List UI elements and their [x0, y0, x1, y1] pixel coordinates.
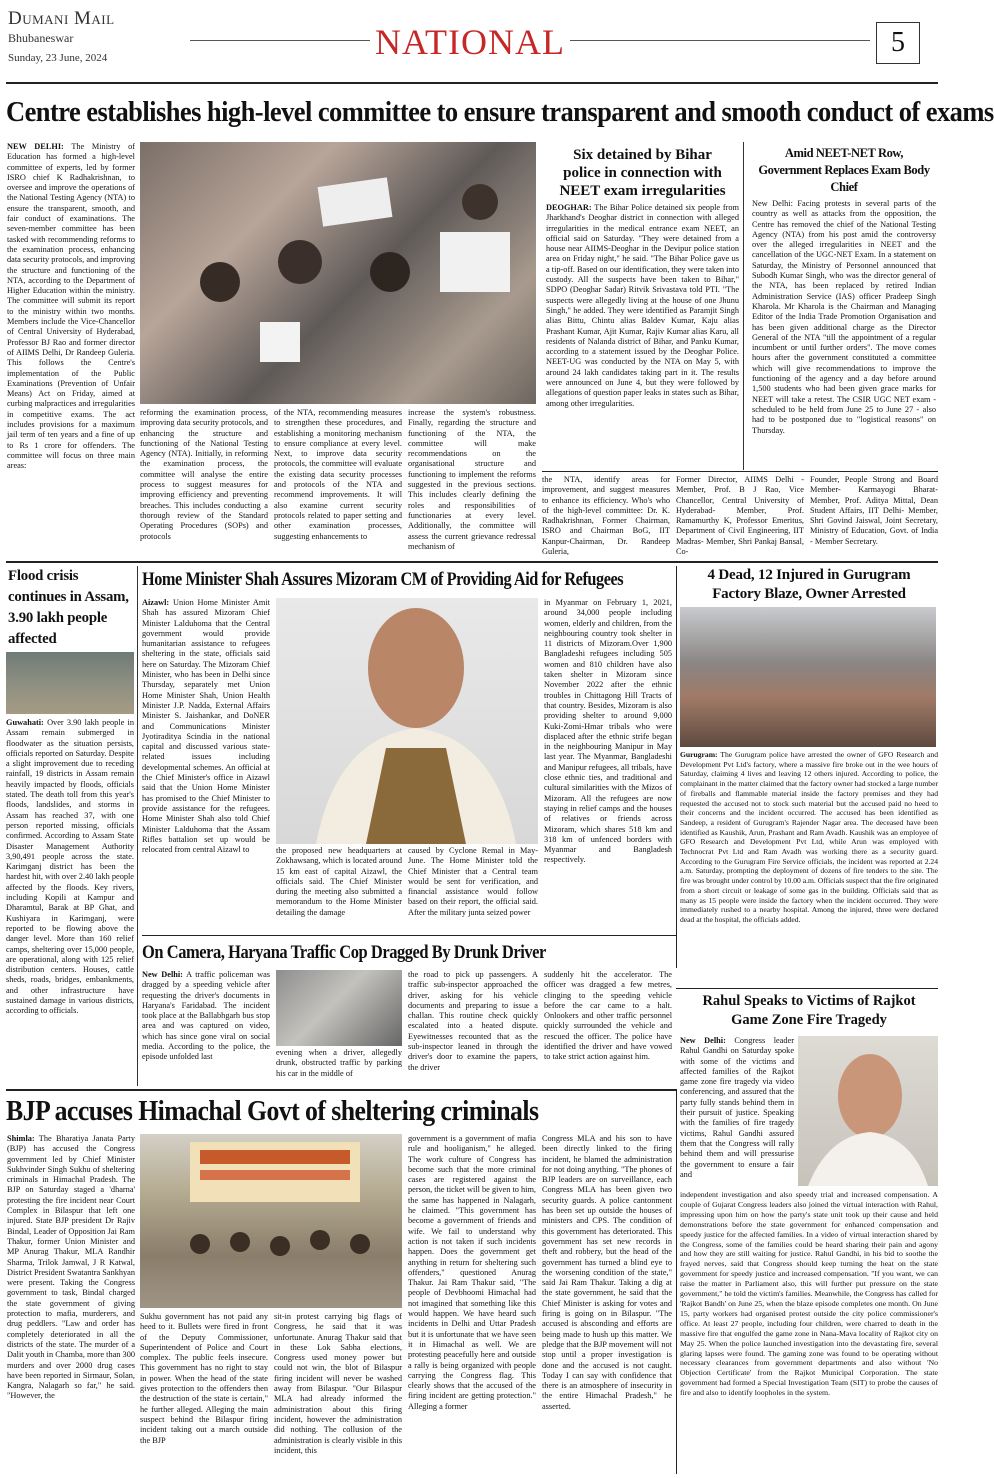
- lead-text-7: Founder, People Strong and Board Member- Karmayogi Bharat- Member, Prof. Aditya Mittal, Dean Student Affairs, IIT Delhi- Member, Shri Govind Jaiswal, Joint Secretary, Ministry of Education, Govt. of India - Member Secretary.: [810, 475, 938, 546]
- bjp-column-2: [140, 1312, 268, 1474]
- cop-column-3: [408, 970, 538, 1086]
- flood-dateline: Guwahati:: [6, 718, 44, 727]
- lead-column-2: [140, 408, 268, 558]
- factory-fire-photo: [680, 607, 936, 747]
- lead-column-4: [408, 408, 536, 558]
- bihar-headline: Six detained by Bihar police in connection with NEET exam irregularities: [559, 147, 726, 199]
- rahul-photo-art: [798, 1036, 938, 1186]
- paper-date: Sunday, 23 June, 2024: [8, 52, 108, 64]
- rahul-body: [680, 1190, 938, 1472]
- lead-text-3: of the NTA, recommending measures to strengthen these procedures, and establishing a monitoring mechanism to ensure compliance at every level. Next, to improve data security protocols, the committee will evaluate the existing data security processes and protocols of the NTA and recommend improvements. It will also examine current security protocols related to paper setting and other examination processes, suggesting enhancements to: [274, 408, 402, 541]
- cop-text-3: the road to pick up passengers. A traffic sub-inspector approached the driver, asking for his vehicle documents and preparing to issue a challan. This routine check quickly escalated into a heated dispute. Eyewitnesses recounted that as the sub-inspector leaned in through the driver's door to examine the papers, the driver: [408, 970, 538, 1072]
- bjp-photo-art: [140, 1134, 402, 1308]
- bihar-body: [542, 203, 743, 409]
- shah-column-2: [276, 846, 402, 932]
- rahul-dateline: New Delhi:: [680, 1036, 726, 1045]
- lead-text-2: reforming the examination process, improving data security protocols, and enhancing the structure and functioning of the National Testing Agency (NTA). Initially, in reforming the examination process, the committee will analyse the entire process to suggest measures for improving efficiency and preventing breaches. This includes conducting a thorough review of the Standard Operating Procedures (SOPs) and protocols: [140, 408, 268, 541]
- lead-dateline: NEW DELHI:: [7, 142, 64, 151]
- fire-dateline: Gurugram:: [680, 750, 718, 759]
- shah-text-4: in Myanmar on February 1, 2021, around 34,000 people including women, elderly and children, from the neighbouring country took shelter in 11 districts of Mizoram.Over 1,900 Bangladeshi refugees including 505 women and 810 children have also taken shelter in Mizoram since November 2022 after the ethnic troubles in Chittagong Hill Tracts of that country. Besides, Mizoram is also providing shelter to around 9,000 Kuki-Zomi-Hmar tribals who were displaced after the ethnic strife began in the neighbouring Manipur in May last year. The Myanmar, Bangladeshi and Manipur refugees, all tribals, have close ethnic ties, and traditional and cultural similarities with the Mizos of Mizoram. All the refugees are now staying in relief camps and the houses of relatives or friends across Mizoram, which shares 518 km and 318 km of unfenced borders with Myanmar and Bangladesh respectively.: [544, 598, 672, 865]
- rahul-gandhi-photo: [798, 1036, 938, 1186]
- bjp-text-4: government is a government of mafia rule and hooliganism," he alleged. The work culture of Congress has become such that the more criminal cases are registered against the person, the ticket will be given to him, the same has happened in Nalagarh, he claimed. "This government has become a government of friends and wife. We fail to understand why action is not taken if such incidents happen. Does the government get anything in return for sheltering such offenders," questioned Anurag Thakur. Jai Ram Thakur said, "The people of Devbhoomi Himachal had not imagined that something like this would happen. We have heard such incidents in Delhi and Uttar Pradesh but it is unfortunate that we have seen it in Himachal as well. We are protesting peacefully here and outside a rally is being organized with people carrying the Congress flag. This clearly shows that the accused of the firing incident are getting protection." Alleging a former: [408, 1134, 536, 1411]
- section-title: NATIONAL: [375, 22, 565, 62]
- cop-text-1: A traffic policeman was dragged by a speeding vehicle after requesting the driver's documents in Haryana's Faridabad. The incident took place at the Ballabhgarh bus stop area and was captured on video, which has since gone viral on social media. According to the police, the episode unfolded last: [142, 970, 270, 1062]
- flood-headline: Flood crisis continues in Assam, 3.90 lakh people affected: [8, 568, 129, 647]
- bjp-text-2: Sukhu government has not paid any heed to it. Bullets were fired in front of the Deputy Commissioner, Superintendent of Police and Court complex. The public feels insecure. This government has no right to stay in power. When the head of the state gives protection to the offenders then the destruction of the state is certain," he further alleged. Alleging the main suspect behind the Bilaspur firing incident taking out a march outside the BJP: [140, 1312, 268, 1445]
- fire-text: The Gurugram police have arrested the owner of GFO Research and Development Pvt Ltd's factory, where a massive fire broke out in the wee hours of Saturday, claiming 4 lives and leaving 12 others injured. According to police, the complainant in the matter claimed that the factory owner had stocked a large number of fireballs and flammable material inside the factory premises and they had requested the accused not to stock such material but the accused paid no heed to their concerns and the incident occurred. The accused has been identified as Sandeep, a resident of Gurugram's Rajender Nagar area. The deceased have been identified as Kaushik, Arun, Prashant and Ram Avadh. Kaushik was an employee of GFO Research and Development Pvt Ltd, while Arun was employed with Technocrat Pvt Ltd and Ram Avadh was working there as a security guard. According to the Gurugram Fire Service officials, the incident was reported at 2.24 a.m. Saturday, prompting the deployment of dozens of fire tenders to the site. The fire was brought under control by 10.00 a.m. Officials suspect that the fire originated from a short circuit or leakage of some gas in the building. Officials said that as many as 15 people were inside the factory when the incident occurred. They were immediately rushed to a nearby hospital. Among the injured, three were declared dead at the hospital, the officials added.: [680, 750, 938, 924]
- lead-column-7: [810, 475, 938, 559]
- shah-dateline: Aizawl:: [142, 598, 170, 607]
- lead-column-3: [274, 408, 402, 558]
- bjp-column-5: [542, 1134, 672, 1474]
- amit-shah-photo: [276, 598, 538, 844]
- cop-column-1: [142, 970, 270, 1086]
- nta-text: New Delhi: Facing protests in several parts of the country as well as attacks from the opposition, the Centre has removed the chief of the National Testing Agency (NTA) from his post amid the controversy over the alleged irregularities in NEET and the cancellation of the UGC-NET Exam. In a statement on Saturday, the Ministry of Personnel announced that Subodh Kumar Singh, who was the director general of the NTA, has been replaced by retired Indian Administration Service (IAS) officer Pradeep Singh Kharola. Mr Kharola is the Chairman and Managing Editor of the India Trade Promotion Organisation and has been given additional charge as the Director General of the NTA "till the appointment of a regular incumbent or until further orders". The move comes hours after the government constituted a committee which will give recommendations to improve the functioning of the agency and a day before around 1,500 students who had been given grace marks for NEET will take a retest. The CSIR UGC NET exam - scheduled to be held from June 25 to June 27 - also had to be postponed due to "logistical reasons" on Thursday.: [752, 199, 936, 435]
- amit-shah-photo-art: [276, 598, 538, 844]
- bihar-story: [542, 142, 744, 470]
- lead-column-5: [542, 475, 670, 559]
- cop-text-4: suddenly hit the accelerator. The officer was dragged a few metres, clinging to the speeding vehicle before the car came to a halt. Onlookers and other traffic personnel quickly surrounded the vehicle and rescued the officer. The police have identified the driver and have vowed to take strict action against him.: [544, 970, 672, 1062]
- cop-text-2: evening when a driver, allegedly drunk, obstructed traffic by parking his car in the middle of: [276, 1048, 402, 1078]
- rahul-text: independent investigation and also speedy trial and increased compensation. A couple of Gujarat Congress leaders also joined the virtual interaction with Rahul, impressing upon him on how the party's state unit took up their cause and held demonstrations before the state government for enhanced compensation and speedy justice for the affected families. In a video of virtual interaction shared by the Congress, some of the families could be heard sharing their pain and agony and how they are still waiting for justice. Rahul Gandhi, in his bid to soothe the frayed nerves, said that Congress should keep turning the heat on the state government for speedy justice and increased compensation. "If you want, we can raise the matter in Parliament also, this will further put pressure on the state government," he told the victim's families. Meanwhile, the Congress has called for 'Rajkot Bandh' on June 25, when the blaze episode completes one month. On June 15, party workers had organised protest outside the city police commissioner's office. At least 27 people, including four children, were charred to death in the massive fire that engulfed the game zone in Nana-Mava locality of Rajkot city on May 25. When the police launched investigation into the devastating fire, several glaring lapses were found. The gaming zone was found to be operating without necessary clearances from government departments and also without 'No Objection Certificate' from the Rajkot Municipal Corporation. The state government had formed a Special Investigation Team (SIT) to probe the causes of fire and also to identify loopholes in the system.: [680, 1190, 938, 1398]
- lead-headline: Centre establishes high-level committee to ensure transparent and smooth conduct of exams: [6, 97, 994, 128]
- bjp-text-5: Congress MLA and his son to have been directly linked to the firing incident, he blamed the administration for not doing anything. "The phones of BJP leaders are on surveillance, each Congress MLA has been given two security guards. A police cantonment has been set up outside the houses of ministers and CPS. The condition of this government has deteriorated. This government has set new records in theft and robbery, but the head of the government has turned a blind eye to the worsening condition of the state," said Jai Ram Thakur. Taking a dig at the state government, he said that the Chief Minister is asking for votes and firing is going on in Bilaspur. "The accused is absconding and efforts are being made to hush up this matter. We pledge that the BJP movement will not stop until a proper investigation is done and the accused is not caught. Today I can say with confidence that there is an atmosphere of insecurity in the entire Himachal Pradesh," he asserted.: [542, 1134, 672, 1411]
- fire-story: [680, 566, 938, 966]
- bjp-text-3: sit-in protest carrying big flags of Congress, he said that it was unfortunate. Anurag Thakur said that in these Lok Sabha elections, Congress used money power but could not win, the blot of Bilaspur firing incident will never be washed away from Bilaspur. "Our Bilaspur MLA had already informed the administration about this firing incident, however the administration did nothing. The collusion of the administration is clearly visible in this incident, this: [274, 1312, 402, 1455]
- shah-column-4: [544, 598, 672, 932]
- lead-text-5: the NTA, identify areas for improvement, and suggest measures to enhance its efficiency. Who's who of the high-level committee: Dr. K. Radhakrishnan, Former Chairman, ISRO and Chairman BoG, IIT Kanpur-Chairman, Dr. Randeep Guleria,: [542, 475, 670, 557]
- shah-column-3: [408, 846, 538, 932]
- nta-body: [750, 199, 938, 436]
- bjp-text-1: The Bharatiya Janata Party (BJP) has accused the Congress government led by Chief Minister Sukhvinder Singh Sukhu of sheltering criminals in Himachal Pradesh. The BJP on Saturday staged a 'dharna' protesting the fire incident near Court Complex in Bilaspur that left one injured. State BJP president Dr Rajiv Bindal, Leader of Opposition Jai Ram Thakur, former Union Minister and MP Anurag Thakur, MLA Randhir Sharma, Trilok Jamwal, J R Katwal, District President Swatantra Sankhyan were present. Taking the Congress government to task, Bindal charged the state government of giving protection to mafia, murderers, and drug peddlers. "Law and order has completely deteriorated in all the districts of the state. The murder of a Dalit youth in Chamba, more than 300 murders and over 2000 drug cases have been reported in Sirmaur, Solan, Kangra, Nalagarh so far," he said. "However, the: [7, 1134, 135, 1401]
- nta-story: [750, 142, 938, 470]
- cop-dateline: New Delhi:: [142, 970, 183, 979]
- lead-column-1: [7, 142, 135, 558]
- paper-name: Dumani Mail: [8, 8, 115, 29]
- cop-column-4: [544, 970, 672, 1086]
- bihar-text: The Bihar Police detained six people from Jharkhand's Deoghar district in connection with alleged irregularities in the medical entrance exam NEET, an official said on Saturday. "They were detained from a house near AIIMS-Deoghar in the Devipur police station area on Friday night," he said. "The Bihar Police gave us a tip-off. Based on our identification, they were taken into custody. All the suspects have been taken to Bihar," SDPO (Deoghar Sadar) Ritvik Srivastava told PTI. "The suspects were allegedly living at the house of one Jhunu Singh," he added. They were identified as Paramjit Singh alias Bittu, Chintu alias Baldev Kumar, Kaju alias Prashant Kumar, Ajit Kumar, Rajiv Kumar alias Karu, all residents of Nalanda district of Bihar, and Panku Kumar, according to a statement issued by the Deoghar Police. NEET-UG was conducted by the NTA on May 5, with around 24 lakh candidates taking part in it. The results were announced on June 4, but they were followed by allegations of question paper leaks in states such as Bihar, among other irregularities.: [546, 203, 739, 408]
- bjp-dateline: Shimla:: [7, 1134, 35, 1143]
- shah-headline: Home Minister Shah Assures Mizoram CM of Providing Aid for Refugees: [142, 570, 624, 590]
- bihar-dateline: DEOGHAR:: [546, 203, 592, 212]
- flood-photo: [6, 652, 134, 714]
- lead-text-1: The Ministry of Education has formed a high-level committee of experts, led by former ISRO chief K Radhakrishnan, to oversee and improve the operations of the National Testing Agency (NTA) to ensure the transparent, smooth, and fair conduct of examinations. The seven-member committee has been tasked with recommending reforms to the examination process, enhancing data security protocols, and improving the structure and functioning of the NTA, according to the Department of Higher Education within the ministry. The committee will submit its report to the ministry within two months. Members include the Vice-Chancellor of Central University of Hyderabad, Professor BJ Rao and former director of AIIMS Delhi, Dr Randeep Guleria. This follows the Centre's implementation of the Public Examinations (Prevention of Unfair Means) Act on Friday, aimed at curbing malpractices and irregularities in competitive exams. The act includes provisions for a maximum jail term of ten years and a fine of up to Rs 1 crore for offenders. The committee will focus on three main areas:: [7, 142, 135, 471]
- bjp-headline: BJP accuses Himachal Govt of sheltering criminals: [6, 1096, 539, 1127]
- shah-text-1: Union Home Minister Amit Shah has assured Mizoram Chief Minister Lalduhoma that the Central government would provide humanitarian assistance to refugees sheltering in the state, officials said here on Saturday. The Mizoram Chief Minister, who has been in Delhi since Thursday, separately met Union Home Minister Shah, Union Health Minister J.P. Nadda, External Affairs Minister S. Jaishankar, and DoNER and Communications Minister Jyotiraditya Scindia in the national capital and discussed various state-related issues including developmental schemes. An official at the Chief Minister's office in Aizawl said that the Union Home Minister has promised to the Chief Minister to provide assistance for the refugees. Home Minister Shah also told Chief Minister Lalduhoma that the Assam Rifles battalion set up would be relocated from central Aizawl to: [142, 598, 270, 855]
- flood-text: Over 3.90 lakh people in Assam remain submerged in floodwater as the situation persists, officials reported on Saturday. Despite a slight improvement due to receding rainfall, 19 districts in Assam remain heavily impacted by floods, officials stated. The death toll from this year's floods, landslides, and storms in Assam has reached 37, with one person reported missing, officials confirmed. According to Assam State Disaster Management Authority 3,90,491 people across the state. Karimganj district has been the hardest hit, with over 2.40 lakh people affected by the floods. Key rivers, including Kopili at Kampur and Dharamtul, Barak at BP Ghat, and Kushiyara in Karimganj, were reported to be flowing above the danger level. More than 160 relief camps, sheltering over 15,000 people, are operational, along with 125 relief distribution centers. Houses, cattle sheds, roads, bridges, embankments, and other infrastructure have sustained damage in various districts, according to officials.: [6, 718, 134, 1016]
- bjp-column-4: [408, 1134, 536, 1474]
- cop-column-2: [276, 1048, 402, 1086]
- bjp-column-3: [274, 1312, 402, 1474]
- shah-column-1: [142, 598, 270, 932]
- fire-headline: 4 Dead, 12 Injured in Gurugram Factory Blaze, Owner Arrested: [707, 567, 911, 602]
- masthead: [8, 8, 188, 78]
- cop-headline: On Camera, Haryana Traffic Cop Dragged By Drunk Driver: [142, 943, 546, 963]
- flood-story: [6, 566, 138, 1086]
- nta-headline: Amid NEET-NET Row, Government Replaces Exam Body Chief: [758, 146, 930, 194]
- bjp-column-1: [7, 1134, 135, 1474]
- lead-text-6: Former Director, AIIMS Delhi - Member, Prof. B J Rao, Vice Chancellor, Central University of Hyderabad- Member, Prof. Ramamurthy K, Professor Emeritus, Department of Civil Engineering, IIT Madras- Member, Shri Pankaj Bansal, Co-: [676, 475, 804, 557]
- shah-text-3: caused by Cyclone Remal in May-June. The Home Minister told the Chief Minister that a Central team would be sent for verification, and financial assistance would follow based on their report, the official said. After the military junta seized power: [408, 846, 538, 917]
- flood-body: [6, 718, 137, 1017]
- bjp-protest-photo: [140, 1134, 402, 1308]
- rahul-intro: [680, 1036, 794, 1188]
- page-number: 5: [876, 22, 920, 64]
- protest-photo: [140, 142, 536, 404]
- fire-body: [680, 750, 938, 925]
- rahul-intro-text: Congress leader Rahul Gandhi on Saturday spoke with some of the victims and affected families of the Rajkot game zone fire tragedy via video conferencing, and assured that the party fully stands behind them in their pursuit of justice. Speaking with the families of fire tragedy victims, Rahul Gandhi assured them that the Congress will rally behind them and will pressurise the government to ensure a fair and: [680, 1036, 795, 1179]
- lead-text-4: increase the system's robustness. Finally, regarding the structure and functioning of the NTA, the committee will make recommendations on the organisational structure and functioning to implement the reforms suggested in the previous sections. This includes clearly defining the roles and responsibilities of functionaries at every level. Additionally, the committee will assess the current grievance redressal mechanism of: [408, 408, 536, 551]
- rahul-headline: Rahul Speaks to Victims of Rajkot Game Zone Fire Tragedy: [702, 993, 916, 1028]
- rahul-story: [680, 992, 938, 1474]
- traffic-cop-photo: [276, 970, 402, 1046]
- paper-city: Bhubaneswar: [8, 31, 74, 45]
- shah-text-2: the proposed new headquarters at Zokhawsang, which is located around 15 km east of capital Aizawl, the officials said. The Chief Minister during the meeting also submitted a memorandum to the Home Minister detailing the damage: [276, 846, 402, 917]
- lead-column-6: [676, 475, 804, 559]
- protest-photo-art: [140, 142, 536, 404]
